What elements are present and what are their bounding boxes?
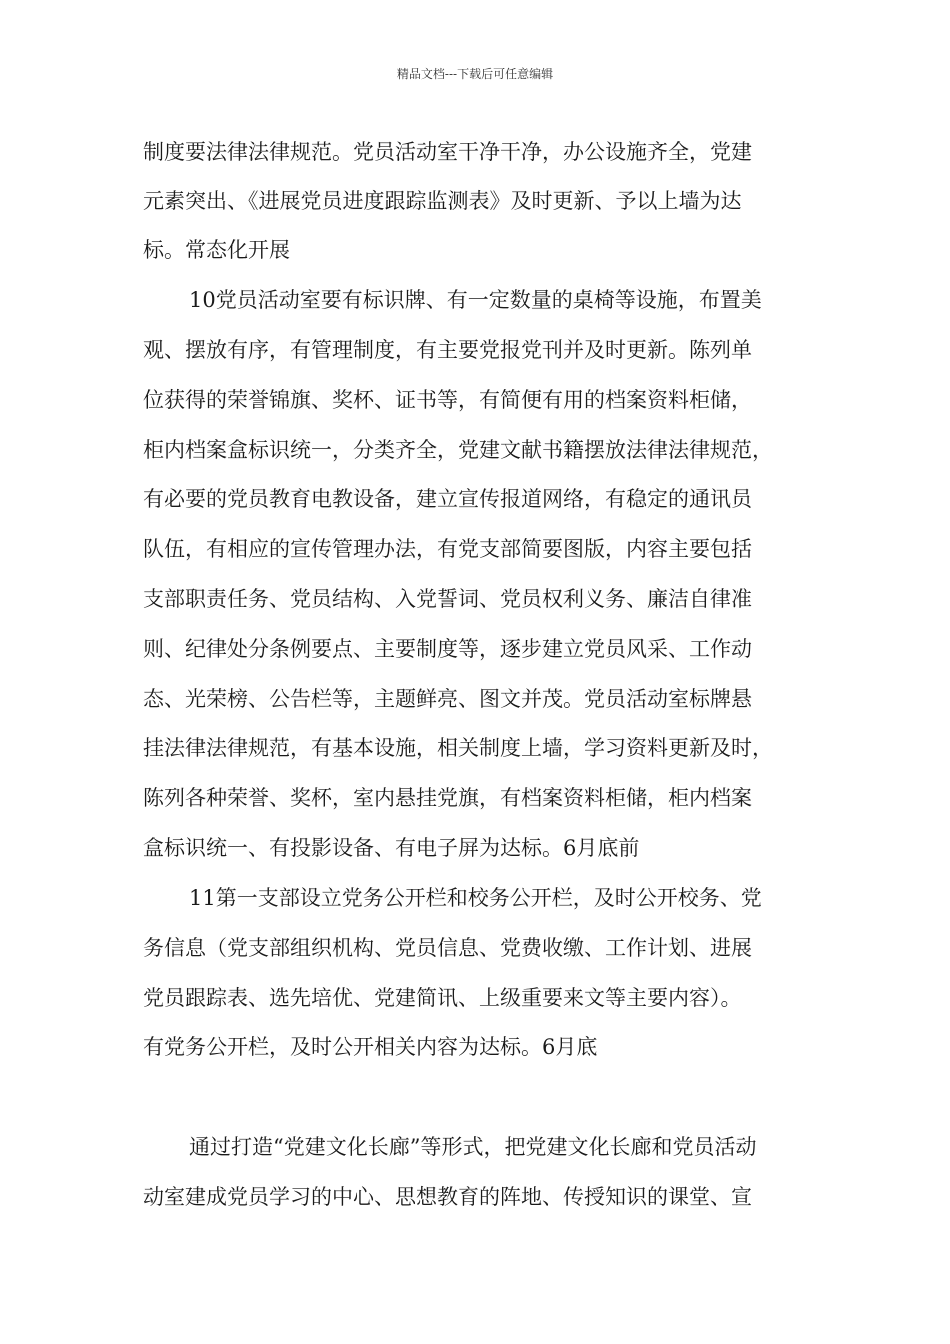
text-line: 柜内档案盒标识统一，分类齐全，党建文献书籍摆放法律法律规范， <box>143 438 773 462</box>
text-line: 10党员活动室要有标识牌、有一定数量的桌椅等设施，布置美 <box>189 288 762 312</box>
text-line: 有必要的党员教育电教设备，建立宣传报道网络，有稳定的通讯员 <box>143 487 752 511</box>
text-line: 观、摆放有序，有管理制度，有主要党报党刊并及时更新。陈列单 <box>143 338 752 362</box>
text-line: 制度要法律法律规范。党员活动室干净干净，办公设施齐全，党建 <box>143 140 752 164</box>
text-line: 党员跟踪表、选先培优、党建简讯、上级重要来文等主要内容）。 <box>143 986 742 1010</box>
text-line: 标。常态化开展 <box>143 238 290 262</box>
text-line: 陈列各种荣誉、奖杯，室内悬挂党旗，有档案资料柜储，柜内档案 <box>143 786 752 810</box>
text-line: 队伍，有相应的宣传管理办法，有党支部简要图版，内容主要包括 <box>143 537 752 561</box>
text-line: 支部职责任务、党员结构、入党誓词、党员权利义务、廉洁自律准 <box>143 587 752 611</box>
text-line: 11第一支部设立党务公开栏和校务公开栏，及时公开校务、党 <box>189 886 762 910</box>
text-line: 动室建成党员学习的中心、思想教育的阵地、传授知识的课堂、宣 <box>143 1185 752 1209</box>
page-header: 精品文档---下载后可任意编辑 <box>396 67 554 81</box>
text-line: 通过打造“党建文化长廊”等形式，把党建文化长廊和党员活动 <box>189 1135 757 1159</box>
text-line: 挂法律法律规范，有基本设施，相关制度上墙，学习资料更新及时， <box>143 736 773 760</box>
text-line: 有党务公开栏，及时公开相关内容为达标。6月底 <box>143 1035 598 1059</box>
text-line: 元素突出、《进展党员进度跟踪监测表》及时更新、予以上墙为达 <box>143 189 742 213</box>
text-line: 位获得的荣誉锦旗、奖杯、证书等，有简便有用的档案资料柜储， <box>143 388 752 412</box>
text-line: 盒标识统一、有投影设备、有电子屏为达标。6月底前 <box>143 836 640 860</box>
text-line: 则、纪律处分条例要点、主要制度等，逐步建立党员风采、工作动 <box>143 637 752 661</box>
text-line: 态、光荣榜、公告栏等，主题鲜亮、图文并茂。党员活动室标牌悬 <box>143 687 752 711</box>
text-line: 务信息（党支部组织机构、党员信息、党费收缴、工作计划、进展 <box>143 936 752 960</box>
